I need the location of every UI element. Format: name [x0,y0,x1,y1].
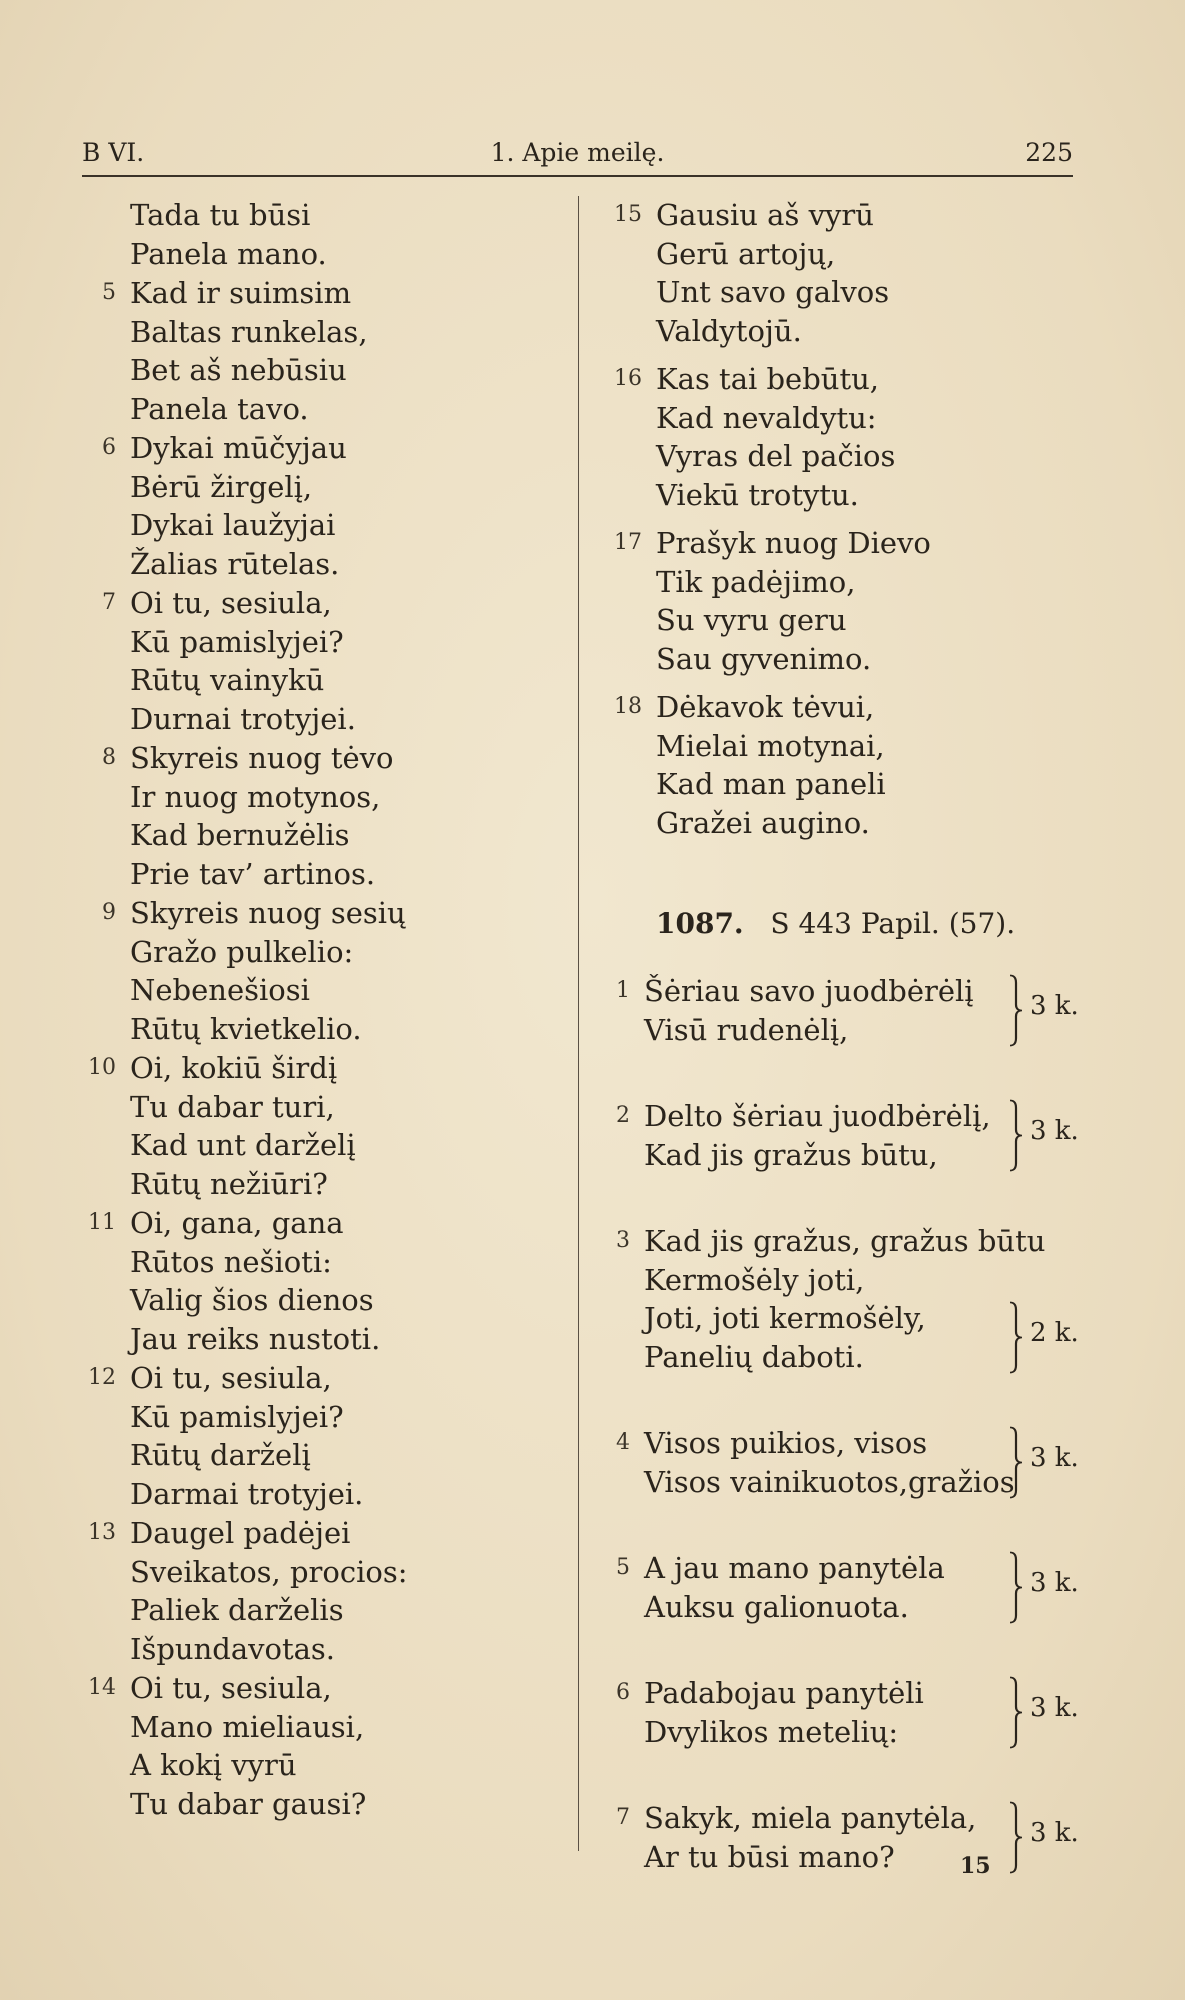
verse-line [72,1243,567,1282]
verse-line [72,661,567,700]
verse-text: Oi tu, sesiula, [130,586,332,620]
verse-text: Kū pamislyjei? [130,1399,344,1434]
verse-line [598,1261,1098,1300]
repeat-count: 2 k. [1030,1317,1079,1348]
verse-text: Prašyk nuog Dievo [656,526,931,560]
verse-text: Skyreis nuog tėvo [130,741,394,775]
verse-line [72,1398,567,1437]
repeat-count: 3 k. [1030,1692,1079,1723]
verse-text: Valig šios dienos [130,1283,374,1317]
stanza-number: 5 [616,1555,630,1580]
stanza-number: 11 [88,1210,116,1235]
refrain-stanza [598,1549,1098,1626]
repeat-count: 3 k. [1030,990,1079,1021]
verse-text: Kad nevaldytu: [656,400,877,435]
verse-text: Visos vainikuotos,gražios [644,1464,1015,1499]
stanza [598,360,1098,514]
curly-brace [1008,1426,1024,1499]
refrain-stanza [598,1097,1098,1174]
stanza-number: 9 [102,900,116,925]
verse-text: Oi tu, sesiula, [130,1671,332,1705]
verse-text: A jau mano panytėla [644,1551,945,1585]
verse-line [598,235,1098,274]
repeat-brace-group [1008,1551,1088,1624]
curly-brace [1008,1801,1024,1874]
repeat-brace-group [1008,1801,1088,1874]
verse-line [598,1222,1098,1261]
verse-text: Dykai mūčyjau [130,431,347,465]
verse-line [72,1359,567,1398]
verse-text: Skyreis nuog sesių [130,896,406,930]
stanza-number: 7 [616,1805,630,1830]
verse-text: Gražei augino. [656,805,870,840]
stanza [72,1359,567,1513]
verse-line [598,437,1098,476]
verse-line [598,399,1098,438]
stanza-number: 3 [616,1228,630,1253]
stanza [72,274,567,428]
verse-line [72,1669,567,1708]
right-column [598,196,1098,1924]
stanza-number: 18 [614,694,642,719]
repeat-count: 3 k. [1030,1567,1079,1598]
verse-text: Panela tavo. [130,391,309,426]
curly-brace [1008,1301,1024,1374]
verse-line [598,196,1098,235]
curly-brace [1008,974,1024,1047]
verse-text: Nebenešiosi [130,973,310,1007]
verse-text: Kas tai bebūtu, [656,362,880,396]
refrain-stanza [598,1799,1098,1876]
verse-text: Viekū trotytu. [656,477,859,512]
verse-line [72,429,567,468]
stanza-number: 5 [102,280,116,305]
stanza [72,429,567,583]
verse-text: Sau gyvenimo. [656,641,872,676]
verse-text: Šėriau savo juodbėrėlį [644,974,974,1008]
stanza-number: 15 [614,202,642,227]
stanza [72,1049,567,1203]
verse-text: Žalias rūtelas. [130,546,340,581]
verse-line [72,584,567,623]
refrain-stanza [598,1674,1098,1751]
verse-line [72,739,567,778]
verse-text: Baltas runkelas, [130,314,368,349]
verse-line [598,804,1098,843]
verse-text: Kad jis gražus, gražus būtu [644,1224,1046,1258]
verse-line [598,601,1098,640]
verse-line [72,1785,567,1824]
verse-text: Bet aš nebūsiu [130,353,347,387]
stanza [72,1514,567,1668]
stanza-number: 12 [88,1365,116,1390]
verse-line [72,1320,567,1359]
verse-text: Tada tu būsi [130,198,311,232]
refrain-stanza [598,972,1098,1049]
verse-line [598,640,1098,679]
verse-line [598,524,1098,563]
repeat-brace-group [1008,1676,1088,1749]
verse-line [72,506,567,545]
verse-line [72,971,567,1010]
verse-text: Paliek darželis [130,1593,344,1627]
verse-line [72,1553,567,1592]
refrain-stanza [598,1424,1098,1501]
verse-line [72,545,567,584]
verse-text: Gerū artojų, [656,236,836,271]
stanza-number: 2 [616,1103,630,1128]
verse-line [72,816,567,855]
verse-line [598,765,1098,804]
stanza [72,894,567,1048]
verse-text: Tik padėjimo, [656,564,856,599]
verse-text: Prie tav’ artinos. [130,856,376,891]
verse-text: Kermošėly joti, [644,1262,865,1297]
section-label: B VI. [82,138,145,167]
stanza [72,196,567,273]
verse-line [72,235,567,274]
refrain-list [598,972,1098,1876]
stanza-number: 6 [616,1680,630,1705]
stanza-number: 6 [102,435,116,460]
verse-line [72,855,567,894]
verse-line [598,312,1098,351]
stanza-number: 7 [102,590,116,615]
verse-line [72,1165,567,1204]
verse-text: Kad man paneli [656,767,886,801]
repeat-brace-group [1008,1301,1088,1374]
verse-text: Bėrū žirgelį, [130,469,313,504]
verse-text: Oi, kokiū širdį [130,1051,338,1085]
stanza [598,196,1098,350]
stanza [598,688,1098,842]
stanza-number: 8 [102,745,116,770]
curly-brace [1008,1551,1024,1624]
verse-text: Panelių daboti. [644,1339,864,1374]
verse-text: Tu dabar gausi? [130,1786,367,1821]
verse-text: Jau reiks nustoti. [130,1321,381,1356]
verse-text: Dėkavok tėvui, [656,690,875,724]
verse-text: Rūtų kvietkelio. [130,1011,362,1046]
verse-line [72,1514,567,1553]
verse-line [72,1436,567,1475]
verse-line [72,1204,567,1243]
verse-line [72,1630,567,1669]
repeat-brace-group [1008,1426,1088,1499]
verse-line [72,894,567,933]
verse-text: Dvylikos metelių: [644,1714,899,1749]
verse-text: Padabojau panytėli [644,1676,924,1710]
verse-line [72,1126,567,1165]
verse-line [72,468,567,507]
verse-text: Vyras del pačios [656,439,896,473]
verse-text: Rūtos nešioti: [130,1244,332,1279]
verse-line [72,1475,567,1514]
verse-text: Kad unt darželį [130,1128,356,1162]
verse-text: Delto šėriau juodbėrėlį, [644,1099,991,1133]
repeat-count: 3 k. [1030,1442,1079,1473]
verse-text: Panela mano. [130,236,327,271]
verse-text: Rūtų darželį [130,1438,311,1472]
verse-text: Tu dabar turi, [130,1089,335,1124]
verse-text: Su vyru geru [656,603,847,637]
stanza [72,1204,567,1358]
verse-text: Visos puikios, visos [644,1426,928,1460]
verse-line [72,1281,567,1320]
song-heading [598,904,1098,944]
verse-line [598,688,1098,727]
verse-text: Rūtų nežiūri? [130,1166,328,1201]
verse-line [598,563,1098,602]
stanza-number: 17 [614,530,642,555]
stanza-number: 10 [88,1055,116,1080]
verse-line [72,1088,567,1127]
verse-text: Durnai trotyjei. [130,701,356,736]
verse-text: Išpundavotas. [130,1631,335,1666]
stanza-number: 13 [88,1520,116,1545]
verse-text: Sveikatos, procios: [130,1554,408,1589]
verse-text: Daugel padėjei [130,1516,351,1550]
verse-line [72,1708,567,1747]
verse-line [72,700,567,739]
repeat-brace-group [1008,1099,1088,1172]
stanza-number: 4 [616,1430,630,1455]
verse-text: Kad ir suimsim [130,276,352,310]
page-number: 225 [1025,138,1073,167]
song-number: 1087. [656,907,744,940]
verse-line [72,351,567,390]
verse-text: Sakyk, miela panytėla, [644,1801,977,1835]
page-header [82,138,1073,174]
verse-text: Gausiu aš vyrū [656,198,874,232]
verse-line [598,476,1098,515]
stanza [72,1669,567,1823]
verse-line [72,313,567,352]
verse-text: Oi tu, sesiula, [130,1361,332,1395]
verse-text: Kad jis gražus būtu, [644,1137,938,1172]
song-source: S 443 Papil. (57). [770,907,1016,940]
stanza [598,524,1098,678]
verse-text: Darmai trotyjei. [130,1476,364,1511]
curly-brace [1008,1099,1024,1172]
verse-text: Rūtų vainykū [130,663,325,697]
verse-line [72,1049,567,1088]
chapter-title: 1. Apie meilę. [490,138,665,167]
verse-line [72,1746,567,1785]
verse-line [72,274,567,313]
verse-line [72,1591,567,1630]
column-divider [578,196,579,1851]
verse-line [598,273,1098,312]
verse-line [72,778,567,817]
verse-text: Kad bernužėlis [130,818,350,852]
verse-line [72,1010,567,1049]
verse-text: A kokį vyrū [130,1748,297,1782]
verse-text: Kū pamislyjei? [130,624,344,659]
right-lyrics [598,196,1098,842]
repeat-count: 3 k. [1030,1115,1079,1146]
verse-text: Auksu galionuota. [644,1589,909,1624]
verse-line [72,933,567,972]
verse-text: Ar tu būsi mano? [644,1839,895,1874]
verse-line [598,727,1098,766]
verse-text: Ir nuog motynos, [130,779,381,814]
verse-text: Oi, gana, gana [130,1206,344,1240]
verse-text: Gražo pulkelio: [130,934,354,969]
stanza-number: 1 [616,978,630,1003]
signature-mark: 15 [960,1853,991,1879]
verse-text: Dykai laužyjai [130,508,336,542]
header-rule [82,175,1073,177]
verse-line [72,623,567,662]
verse-text: Valdytojū. [656,313,802,348]
stanza [72,584,567,738]
verse-text: Joti, joti kermošėly, [644,1301,926,1335]
stanza-number: 14 [88,1675,116,1700]
verse-text: Unt savo galvos [656,275,890,309]
verse-line [72,196,567,235]
verse-text: Visū rudenėlį, [644,1012,849,1047]
stanza-number: 16 [614,366,642,391]
verse-line [72,390,567,429]
verse-text: Mielai motynai, [656,728,885,763]
stanza [72,739,567,893]
verse-line [598,360,1098,399]
verse-text: Mano mieliausi, [130,1709,365,1744]
refrain-stanza [598,1222,1098,1376]
left-column [72,196,567,1824]
repeat-count: 3 k. [1030,1817,1079,1848]
repeat-brace-group [1008,974,1088,1047]
curly-brace [1008,1676,1024,1749]
